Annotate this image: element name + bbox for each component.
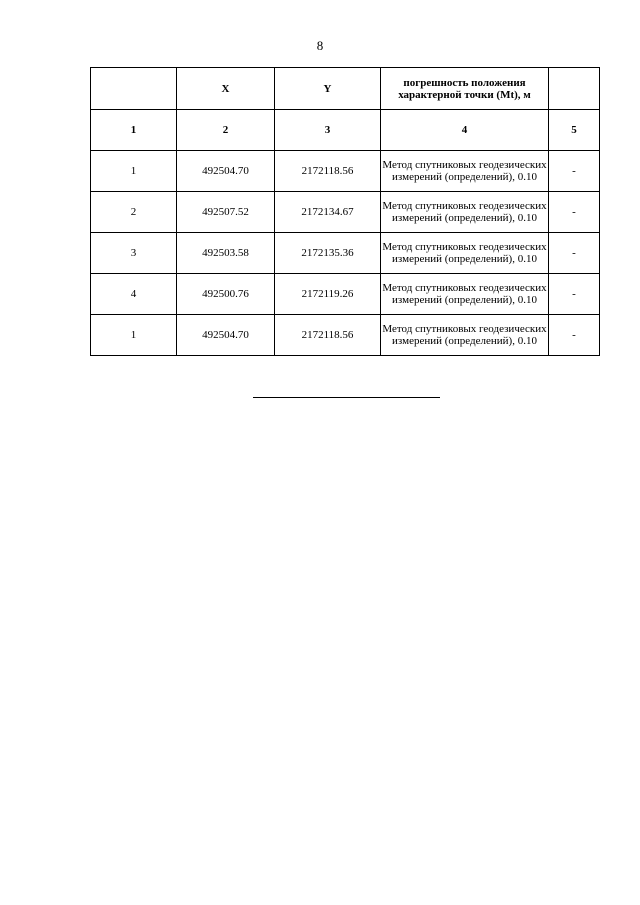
column-number: 1 [91, 110, 177, 151]
measurement-method: Метод спутниковых геодезических измерений (определений), 0.10 [381, 151, 549, 192]
x-coordinate: 492503.58 [177, 233, 275, 274]
x-coordinate: 492504.70 [177, 151, 275, 192]
page-number: 8 [316, 38, 324, 53]
note-cell: - [549, 315, 600, 356]
table-row [91, 233, 600, 274]
coordinates-table [90, 67, 600, 356]
y-coordinate: 2172119.26 [275, 274, 381, 315]
point-number: 4 [91, 274, 177, 315]
x-coordinate: 492507.52 [177, 192, 275, 233]
column-number: 5 [549, 110, 600, 151]
table-row [91, 192, 600, 233]
measurement-method: Метод спутниковых геодезических измерений (определений), 0.10 [381, 233, 549, 274]
header-cell-y: Y [275, 68, 381, 110]
column-number-row [91, 110, 600, 151]
column-number: 3 [275, 110, 381, 151]
table-row [91, 315, 600, 356]
point-number: 3 [91, 233, 177, 274]
table-row [91, 151, 600, 192]
point-number: 2 [91, 192, 177, 233]
column-number: 4 [381, 110, 549, 151]
measurement-method: Метод спутниковых геодезических измерений (определений), 0.10 [381, 315, 549, 356]
note-cell: - [549, 233, 600, 274]
x-coordinate: 492500.76 [177, 274, 275, 315]
point-number: 1 [91, 315, 177, 356]
y-coordinate: 2172118.56 [275, 315, 381, 356]
note-cell: - [549, 274, 600, 315]
table-header-row [91, 68, 600, 110]
y-coordinate: 2172134.67 [275, 192, 381, 233]
header-cell [91, 68, 177, 110]
header-cell-accuracy: погрешность положения характерной точки (Mt), м [381, 68, 549, 110]
header-cell [549, 68, 600, 110]
measurement-method: Метод спутниковых геодезических измерений (определений), 0.10 [381, 274, 549, 315]
y-coordinate: 2172135.36 [275, 233, 381, 274]
table-row [91, 274, 600, 315]
x-coordinate: 492504.70 [177, 315, 275, 356]
measurement-method: Метод спутниковых геодезических измерений (определений), 0.10 [381, 192, 549, 233]
note-cell: - [549, 192, 600, 233]
separator-line [253, 397, 440, 398]
note-cell: - [549, 151, 600, 192]
point-number: 1 [91, 151, 177, 192]
y-coordinate: 2172118.56 [275, 151, 381, 192]
column-number: 2 [177, 110, 275, 151]
header-cell-x: X [177, 68, 275, 110]
